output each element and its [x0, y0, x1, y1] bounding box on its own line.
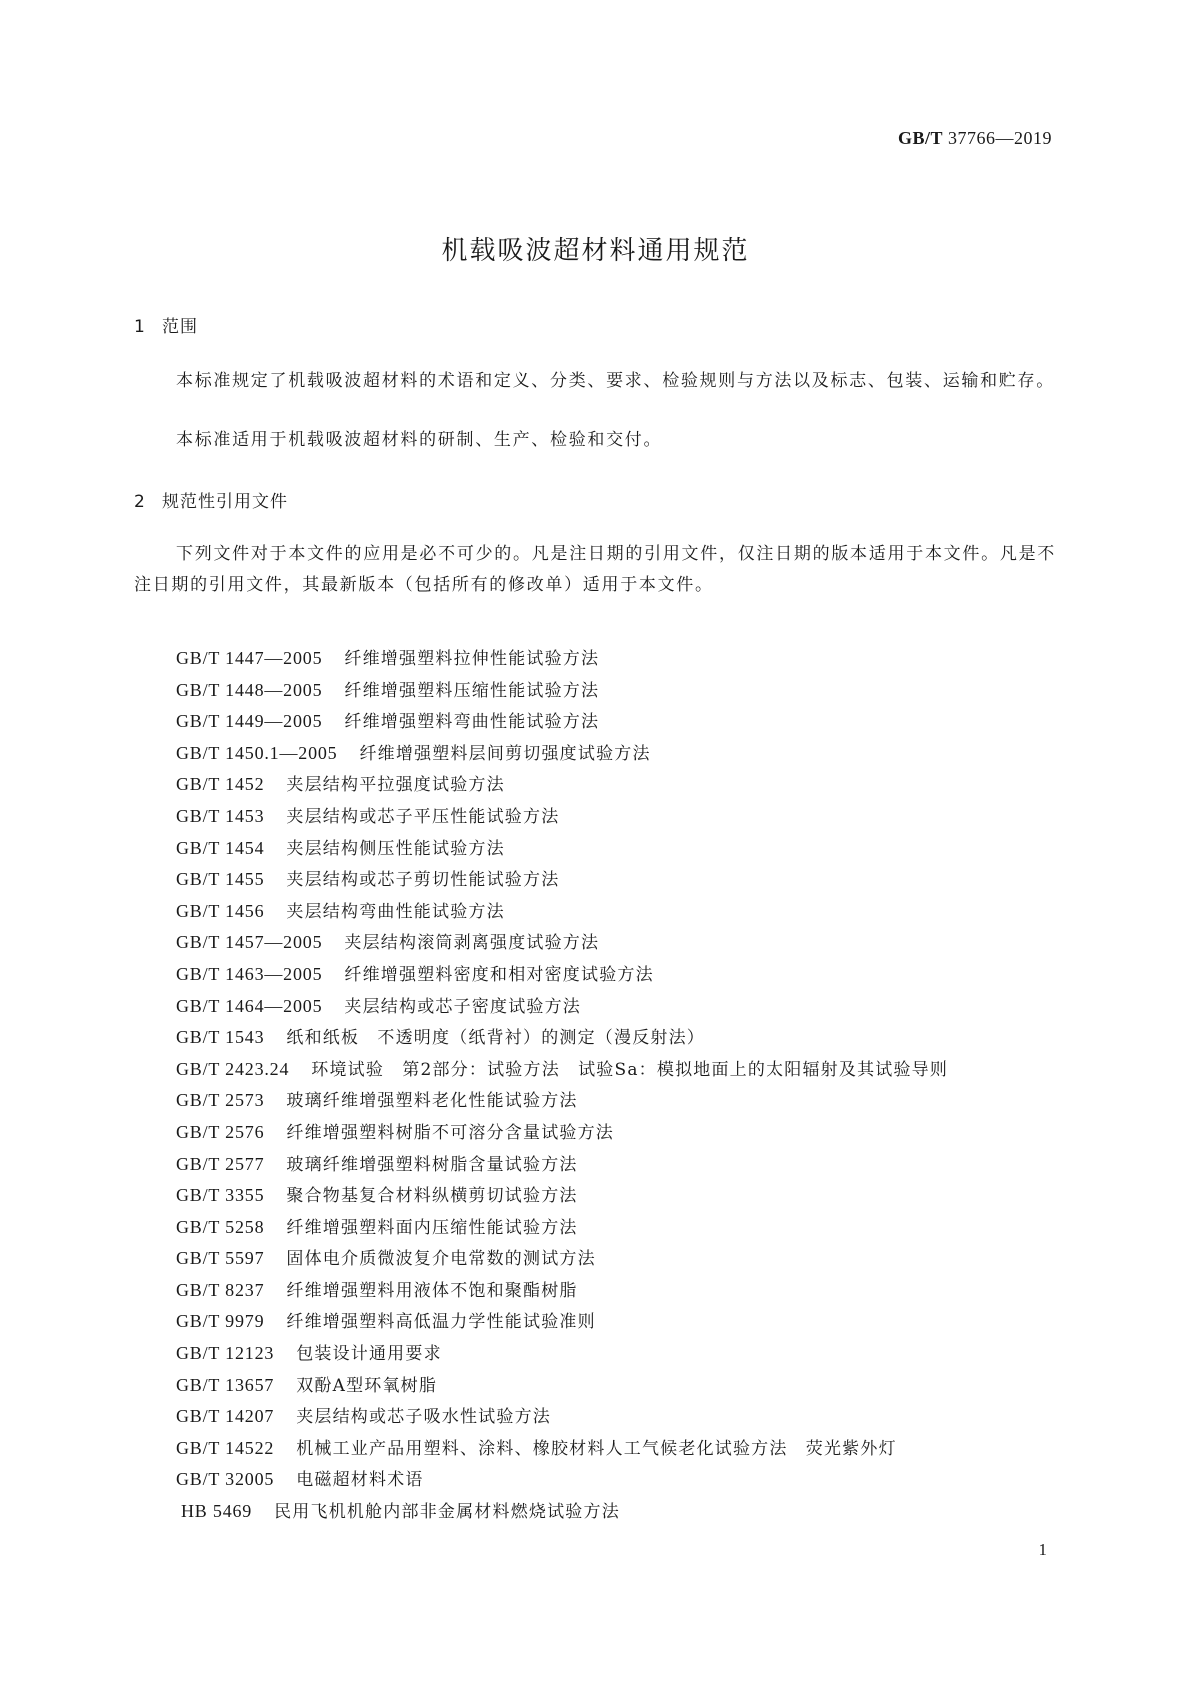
standard-prefix: GB/T	[897, 128, 943, 148]
reference-code: GB/T 2573	[176, 1090, 265, 1111]
reference-title: 纤维增强塑料层间剪切强度试验方法	[359, 743, 651, 764]
reference-item	[176, 1212, 948, 1244]
reference-title: 纤维增强塑料树脂不可溶分含量试验方法	[286, 1122, 614, 1143]
reference-code: GB/T 1543	[176, 1027, 265, 1048]
normative-references-list	[176, 643, 948, 1528]
reference-title: 夹层结构或芯子剪切性能试验方法	[286, 870, 560, 891]
reference-title: 玻璃纤维增强塑料老化性能试验方法	[286, 1091, 578, 1112]
reference-title: 夹层结构侧压性能试验方法	[286, 838, 505, 859]
reference-title: 聚合物基复合材料纵横剪切试验方法	[286, 1186, 578, 1207]
reference-item	[176, 1022, 948, 1054]
reference-title: 纤维增强塑料面内压缩性能试验方法	[286, 1217, 578, 1238]
reference-title: 夹层结构或芯子平压性能试验方法	[286, 806, 560, 827]
reference-code: GB/T 1452	[176, 774, 265, 795]
reference-code: GB/T 1448—2005	[176, 679, 323, 700]
reference-item	[176, 1180, 948, 1212]
reference-item	[176, 706, 948, 738]
reference-code: HB 5469	[181, 1501, 253, 1522]
reference-title: 包装设计通用要求	[296, 1344, 442, 1365]
reference-item	[176, 1243, 948, 1275]
reference-code: GB/T 9979	[176, 1311, 265, 1332]
reference-title: 固体电介质微波复介电常数的测试方法	[286, 1249, 596, 1270]
reference-code: GB/T 1455	[176, 869, 265, 890]
reference-code: GB/T 1454	[176, 837, 265, 858]
reference-title: 夹层结构滚筒剥离强度试验方法	[344, 933, 600, 954]
reference-title: 纤维增强塑料用液体不饱和聚酯树脂	[286, 1280, 578, 1301]
reference-code: GB/T 1449—2005	[176, 711, 323, 732]
reference-code: GB/T 1447—2005	[176, 648, 323, 668]
section-1-paragraph-2: 本标准适用于机载吸波超材料的研制、生产、检验和交付。	[176, 430, 663, 450]
reference-title: 纸和纸板 不透明度（纸背衬）的测定（漫反射法）	[286, 1028, 705, 1049]
reference-title: 夹层结构弯曲性能试验方法	[286, 901, 505, 922]
reference-item	[176, 1464, 948, 1496]
reference-code: GB/T 12123	[176, 1343, 275, 1364]
reference-code: GB/T 5258	[176, 1216, 265, 1237]
reference-title: 纤维增强塑料弯曲性能试验方法	[344, 712, 600, 733]
reference-item	[176, 864, 948, 896]
reference-item	[176, 1117, 948, 1149]
reference-code: GB/T 14522	[176, 1437, 275, 1458]
reference-item	[176, 896, 948, 928]
reference-code: GB/T 14207	[176, 1406, 275, 1427]
reference-item	[176, 1306, 948, 1338]
reference-code: GB/T 32005	[176, 1469, 275, 1490]
reference-code: GB/T 2423.24	[176, 1058, 290, 1079]
reference-code: GB/T 2576	[176, 1121, 265, 1142]
reference-title: 环境试验 第2部分：试验方法 试验Sa：模拟地面上的太阳辐射及其试验导则	[311, 1059, 949, 1080]
section-2-intro: 下列文件对于本文件的应用是必不可少的。凡是注日期的引用文件，仅注日期的版本适用于本文件。凡是不注日期的引用文件，其最新版本（包括所有的修改单）适用于本文件。	[134, 544, 1056, 595]
document-title: 机载吸波超材料通用规范	[441, 236, 750, 266]
reference-code: GB/T 1457—2005	[176, 932, 323, 953]
section-2-title: 规范性引用文件	[162, 492, 288, 512]
section-1-heading	[134, 312, 198, 337]
reference-code: GB/T 1456	[176, 900, 265, 921]
reference-item	[176, 643, 948, 675]
reference-item	[176, 1085, 948, 1117]
reference-code: GB/T 1464—2005	[176, 995, 323, 1016]
standard-code	[898, 128, 1052, 149]
reference-item	[176, 738, 948, 770]
reference-item	[176, 1338, 948, 1370]
reference-item	[176, 1275, 948, 1307]
reference-item	[176, 833, 948, 865]
reference-title: 夹层结构或芯子吸水性试验方法	[296, 1407, 551, 1428]
reference-title: 纤维增强塑料压缩性能试验方法	[344, 680, 600, 701]
reference-title: 电磁超材料术语	[296, 1470, 424, 1491]
section-2-number: 2	[134, 492, 146, 512]
reference-item	[176, 675, 948, 707]
reference-item	[176, 1433, 948, 1465]
reference-item	[176, 927, 948, 959]
section-1-number: 1	[134, 317, 146, 337]
reference-title: 纤维增强塑料高低温力学性能试验准则	[286, 1312, 596, 1333]
reference-title: 民用飞机机舱内部非金属材料燃烧试验方法	[274, 1502, 620, 1523]
reference-item	[176, 801, 948, 833]
section-2-heading	[134, 487, 288, 512]
section-1-title: 范围	[162, 317, 198, 337]
reference-item	[176, 1054, 948, 1086]
reference-code: GB/T 13657	[176, 1374, 275, 1395]
reference-title: 夹层结构或芯子密度试验方法	[344, 996, 581, 1017]
reference-code: GB/T 8237	[176, 1279, 265, 1300]
standard-number: 37766—2019	[948, 128, 1052, 148]
reference-item	[176, 959, 948, 991]
reference-title: 机械工业产品用塑料、涂料、橡胶材料人工气候老化试验方法 荧光紫外灯	[296, 1438, 897, 1459]
reference-title: 纤维增强塑料拉伸性能试验方法	[344, 649, 600, 669]
reference-item	[176, 1370, 948, 1402]
page-number: 1	[1038, 1540, 1047, 1559]
reference-item	[176, 991, 948, 1023]
section-1-paragraph-1: 本标准规定了机载吸波超材料的术语和定义、分类、要求、检验规则与方法以及标志、包装、运输和贮存。	[176, 371, 1055, 391]
reference-item	[176, 1401, 948, 1433]
reference-title: 双酚A型环氧树脂	[296, 1375, 438, 1396]
reference-title: 玻璃纤维增强塑料树脂含量试验方法	[286, 1154, 578, 1175]
reference-item	[176, 1149, 948, 1181]
reference-code: GB/T 3355	[176, 1185, 265, 1206]
reference-title: 夹层结构平拉强度试验方法	[286, 775, 505, 796]
reference-item	[181, 1496, 948, 1528]
reference-item	[176, 769, 948, 801]
reference-code: GB/T 1463—2005	[176, 963, 323, 984]
reference-title: 纤维增强塑料密度和相对密度试验方法	[344, 964, 654, 985]
reference-code: GB/T 5597	[176, 1248, 265, 1269]
reference-code: GB/T 2577	[176, 1153, 265, 1174]
reference-code: GB/T 1453	[176, 805, 265, 826]
reference-code: GB/T 1450.1—2005	[176, 742, 338, 763]
